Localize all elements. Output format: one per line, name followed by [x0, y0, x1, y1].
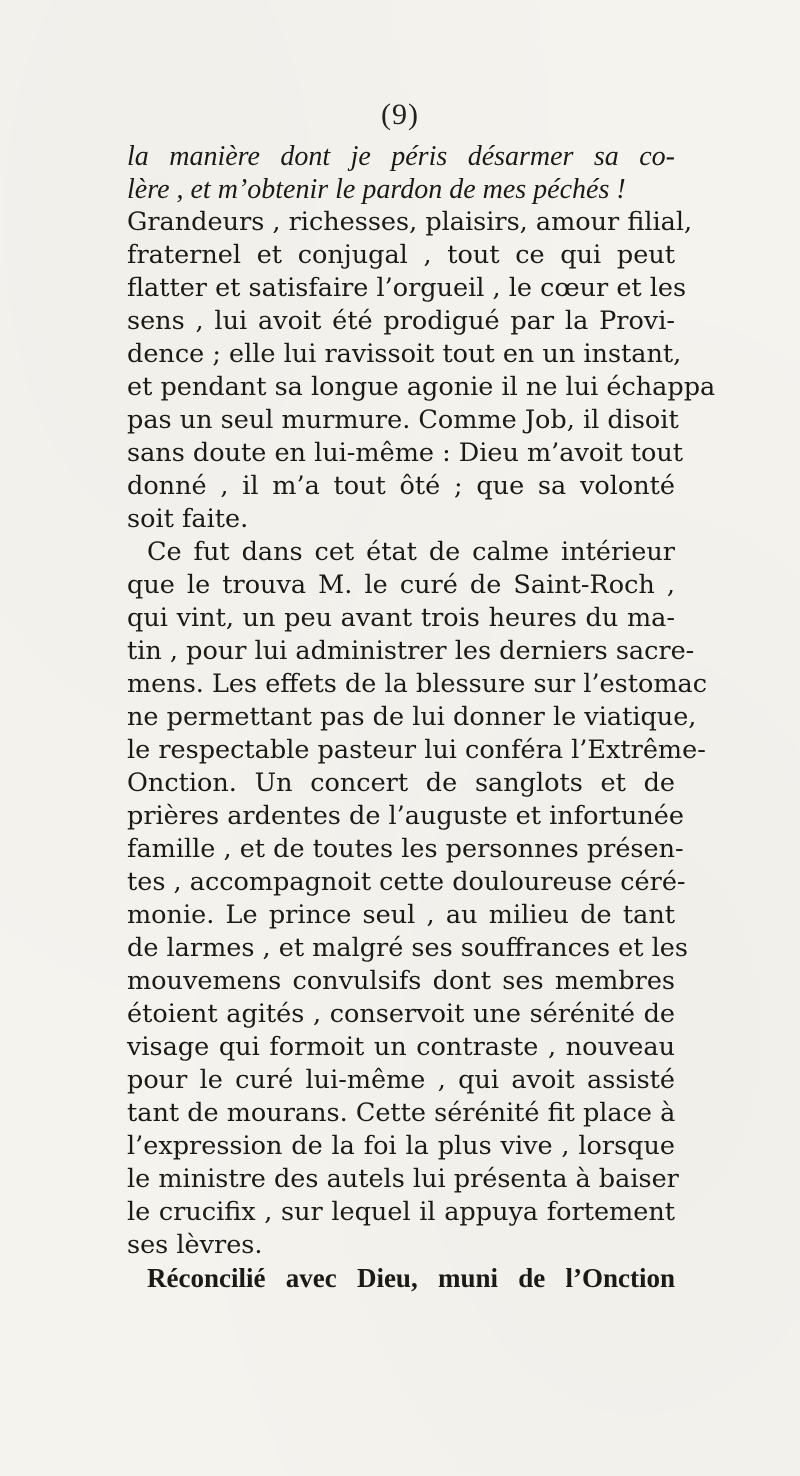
text-line: tes , accompagnoit cette douloureuse céré- — [127, 867, 686, 897]
text-line: le respectable pasteur lui conféra l’Extrême- — [127, 735, 706, 765]
text-line: ne permettant pas de lui donner le viatique, — [127, 702, 697, 732]
text-line: soit faite. — [127, 504, 249, 534]
text-line: pour le curé lui-même , qui avoit assisté — [127, 1065, 675, 1095]
text-line: le crucifix , sur lequel il appuya fortement — [127, 1197, 675, 1227]
text-line: donné , il m’a tout ôté ; que sa volonté — [127, 471, 675, 501]
text-line: visage qui formoit un contraste , nouveau — [127, 1032, 675, 1062]
text-line: flatter et satisfaire l’orgueil , le cœur et les — [127, 273, 687, 303]
text-line: mens. Les effets de la blessure sur l’estomac — [127, 669, 707, 699]
text-line: sans doute en lui-même : Dieu m’avoit tout — [127, 438, 684, 468]
text-line: ses lèvres. — [127, 1230, 263, 1260]
text-line: Ce fut dans cet état de calme intérieur — [147, 537, 675, 567]
text-line: le ministre des autels lui présenta à baiser — [127, 1164, 679, 1194]
text-line: la manière dont je péris désarmer sa co- — [127, 141, 675, 172]
text-line: fraternel et conjugal , tout ce qui peut — [127, 240, 675, 270]
catchword-line: Réconcilié avec Dieu, muni de l’Onction — [147, 1263, 675, 1293]
text-line: de larmes , et malgré ses souffrances et les — [127, 933, 688, 963]
text-line: dence ; elle lui ravissoit tout en un instant, — [127, 339, 682, 369]
text-line: l’expression de la foi la plus vive , lorsque — [127, 1131, 675, 1161]
text-line: famille , et de toutes les personnes présen- — [127, 834, 684, 864]
text-block — [127, 140, 716, 1295]
text-line: pas un seul murmure. Comme Job, il disoit — [127, 405, 679, 435]
text-line: mouvemens convulsifs dont ses membres — [127, 966, 675, 996]
text-line: Grandeurs , richesses, plaisirs, amour filial, — [127, 207, 693, 237]
text-line: prières ardentes de l’auguste et infortunée — [127, 801, 684, 831]
text-line: tin , pour lui administrer les derniers sacre- — [127, 636, 695, 666]
text-line: lère , et m’obtenir le pardon de mes péchés ! — [127, 174, 626, 205]
text-line: Onction. Un concert de sanglots et de — [127, 768, 675, 798]
text-line: tant de mourans. Cette sérénité fit place à — [127, 1098, 676, 1128]
text-line: monie. Le prince seul , au milieu de tant — [127, 900, 675, 930]
text-line: et pendant sa longue agonie il ne lui échappa — [127, 372, 716, 402]
page-number: (9) — [381, 98, 419, 131]
text-line: que le trouva M. le curé de Saint-Roch , — [127, 570, 675, 600]
text-line: étoient agités , conservoit une sérénité de — [127, 999, 675, 1029]
text-line: sens , lui avoit été prodigué par la Provi- — [127, 306, 675, 336]
text-line: qui vint, un peu avant trois heures du ma- — [127, 603, 675, 633]
